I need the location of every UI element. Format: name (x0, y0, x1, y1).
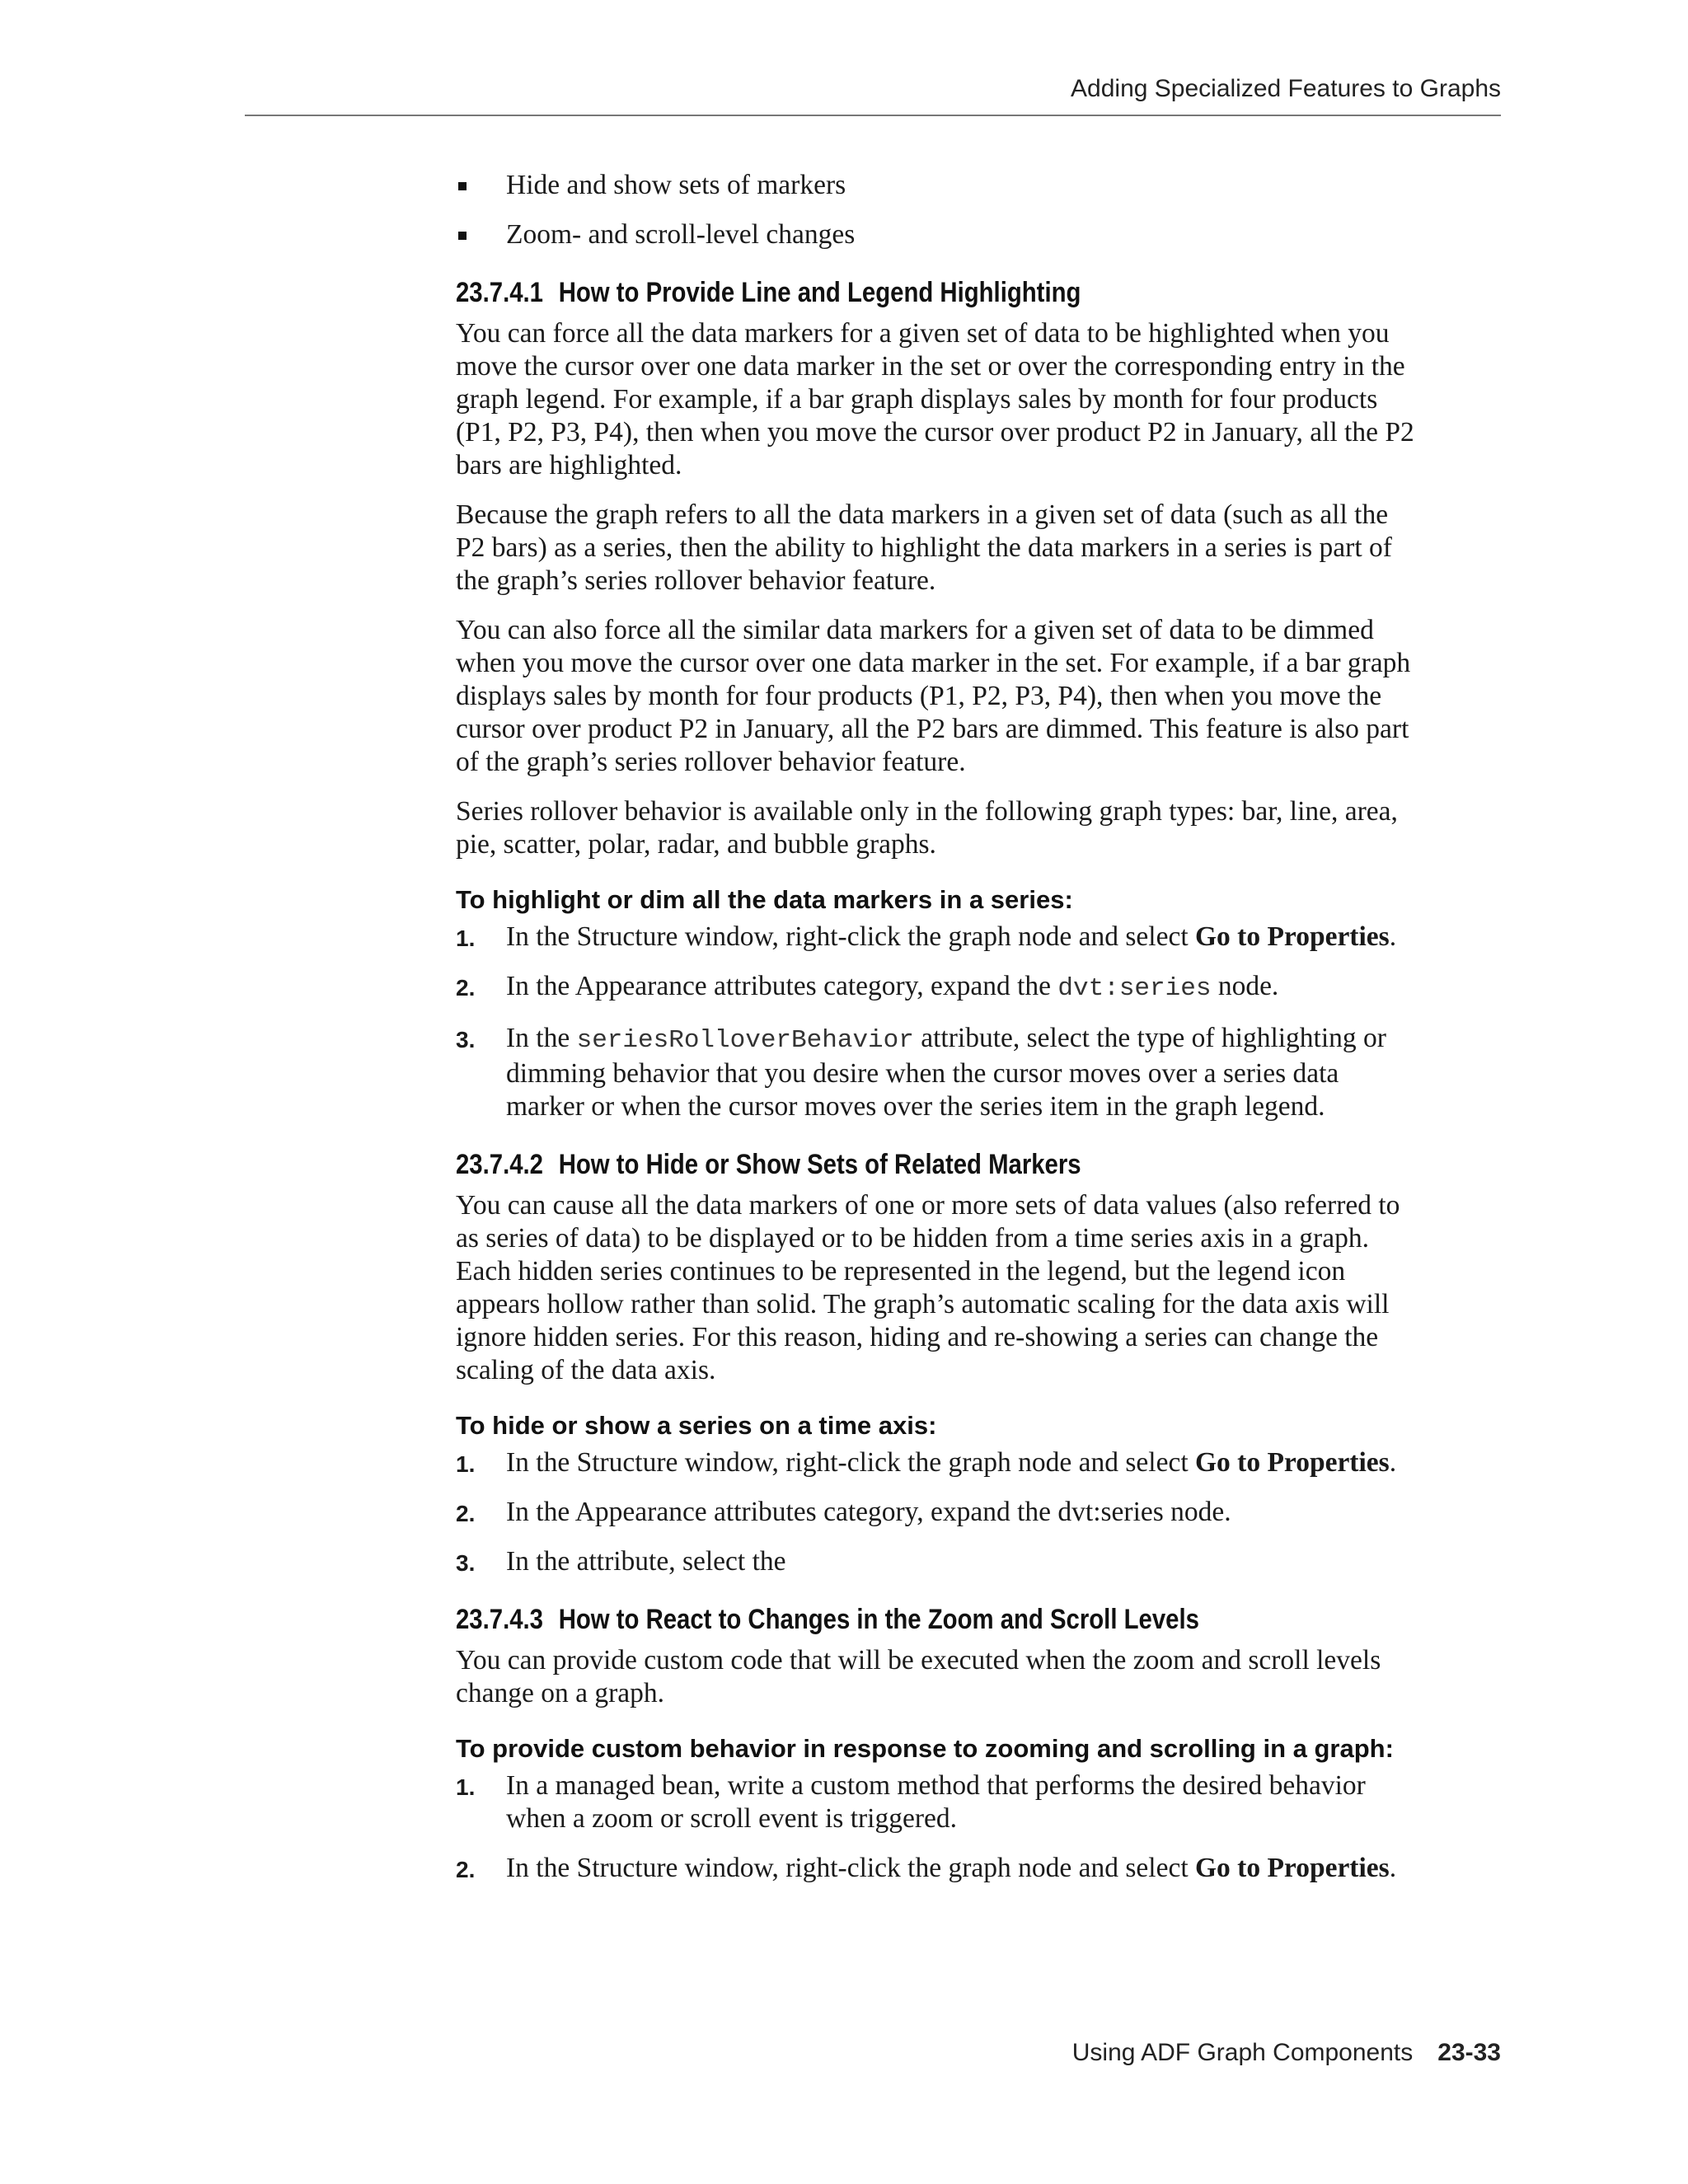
text-line: as series of data) to be displayed or to be hidden from a time series axis in a graph. (456, 1223, 1369, 1254)
step-text: when a zoom or scroll event is triggered. (506, 1803, 957, 1834)
step-text: In the attribute, select the (506, 1546, 786, 1577)
step-item (456, 1446, 1501, 1479)
step-item (456, 1496, 1501, 1529)
step-text: In the Appearance attributes category, expand the (506, 971, 1058, 1001)
text-line: displays sales by month for four products (P1, P2, P3, P4), then when you move the (456, 681, 1382, 711)
menu-command-text: Go to Properties (1195, 1853, 1390, 1883)
step-text: node. (1211, 971, 1279, 1001)
text-line: You can cause all the data markers of one or more sets of data values (also referred to (456, 1190, 1400, 1221)
page-number: 23-33 (1437, 2039, 1501, 2066)
step-number: 3. (456, 1550, 476, 1576)
step-text: In the Structure window, right-click the graph node and select (506, 1447, 1195, 1478)
step-list (456, 921, 1501, 1123)
text-line: You can also force all the similar data markers for a given set of data to be dimmed (456, 615, 1374, 645)
procedure-title: To hide or show a series on a time axis: (456, 1411, 937, 1440)
procedure-title: To provide custom behavior in response to zooming and scrolling in a graph: (456, 1734, 1394, 1763)
text-line: cursor over product P2 in January, all the P2 bars are dimmed. This feature is also part (456, 714, 1409, 744)
paragraph (456, 317, 1501, 482)
step-text: . (1389, 1853, 1397, 1883)
section-number: 23.7.4.3 (456, 1604, 543, 1635)
step-number: 3. (456, 1027, 476, 1052)
list-item (456, 218, 1501, 251)
paragraph (456, 795, 1501, 861)
step-text: . (1389, 921, 1397, 952)
text-line: You can force all the data markers for a given set of data to be highlighted when you (456, 318, 1390, 349)
text-line: Because the graph refers to all the data markers in a given set of data (such as all the (456, 499, 1389, 530)
paragraph (456, 614, 1501, 779)
section-heading (456, 276, 1344, 309)
text-line: the graph’s series rollover behavior feature. (456, 565, 936, 596)
step-text: . (1389, 1447, 1397, 1478)
section-number: 23.7.4.2 (456, 1149, 543, 1180)
section-heading (456, 1148, 1344, 1181)
step-item (456, 970, 1501, 1005)
paragraph (456, 1644, 1501, 1710)
step-text: In the (506, 1023, 577, 1053)
text-line: when you move the cursor over one data marker in the set. For example, if a bar graph (456, 648, 1411, 678)
step-text: marker or when the cursor moves over the series item in the graph legend. (506, 1091, 1325, 1122)
step-text: dimming behavior that you desire when the cursor moves over a series data (506, 1058, 1339, 1089)
procedure-title: To highlight or dim all the data markers in a series: (456, 885, 1073, 914)
step-number: 1. (456, 1774, 476, 1800)
text-line: graph legend. For example, if a bar graph displays sales by month for four products (456, 384, 1378, 415)
header-divider (245, 115, 1501, 116)
text-line: P2 bars) as a series, then the ability to highlight the data markers in a series is part of (456, 532, 1392, 563)
step-item (456, 1545, 1501, 1578)
step-number: 2. (456, 1501, 476, 1526)
text-line: appears hollow rather than solid. The graph’s automatic scaling for the data axis will (456, 1289, 1390, 1319)
section-title: How to Provide Line and Legend Highlighting (558, 277, 1081, 308)
paragraph (456, 1189, 1501, 1387)
book-title: Using ADF Graph Components (1071, 2039, 1414, 2066)
step-text: In a managed bean, write a custom method that performs the desired behavior (506, 1770, 1366, 1801)
step-number: 1. (456, 926, 476, 951)
page-content (456, 169, 1501, 1910)
step-item (456, 1852, 1501, 1885)
step-text: attribute, select the type of highlighting or (913, 1023, 1386, 1053)
step-list (456, 1446, 1501, 1578)
bullet-text: Zoom- and scroll-level changes (506, 219, 856, 250)
code-text: dvt:series (1057, 974, 1212, 1003)
text-line: move the cursor over one data marker in the set or over the corresponding entry in the (456, 351, 1405, 382)
bullet-text: Hide and show sets of markers (506, 170, 846, 200)
paragraph (456, 499, 1501, 598)
step-list (456, 1769, 1501, 1885)
text-line: ignore hidden series. For this reason, hiding and re-showing a series can change the (456, 1322, 1379, 1352)
text-line: You can provide custom code that will be executed when the zoom and scroll levels (456, 1645, 1381, 1675)
step-item (456, 1769, 1501, 1835)
menu-command-text: Go to Properties (1195, 921, 1390, 952)
text-line: change on a graph. (456, 1678, 665, 1708)
step-item (456, 1022, 1501, 1123)
code-text: seriesRolloverBehavior (576, 1026, 914, 1055)
step-number: 1. (456, 1451, 476, 1477)
step-number: 2. (456, 1857, 476, 1882)
step-text: In the Structure window, right-click the graph node and select (506, 1853, 1195, 1883)
step-item (456, 921, 1501, 954)
square-bullet-icon (458, 182, 467, 190)
running-header: Adding Specialized Features to Graphs (1071, 75, 1501, 102)
menu-command-text: Go to Properties (1195, 1447, 1390, 1478)
bullet-list (456, 169, 1501, 251)
step-number: 2. (456, 975, 476, 1001)
text-line: pie, scatter, polar, radar, and bubble graphs. (456, 829, 936, 860)
text-line: bars are highlighted. (456, 450, 682, 480)
step-text: In the Structure window, right-click the graph node and select (506, 921, 1195, 952)
section-heading (456, 1603, 1344, 1636)
step-text: In the Appearance attributes category, expand the dvt:series node. (506, 1497, 1231, 1527)
section-title: How to React to Changes in the Zoom and Scroll Levels (558, 1604, 1199, 1635)
text-line: (P1, P2, P3, P4), then when you move the cursor over product P2 in January, all the P2 (456, 417, 1414, 448)
text-line: Each hidden series continues to be represented in the legend, but the legend icon (456, 1256, 1346, 1286)
text-line: Series rollover behavior is available only in the following graph types: bar, line, area, (456, 796, 1398, 827)
list-item (456, 169, 1501, 202)
section-title: How to Hide or Show Sets of Related Markers (558, 1149, 1081, 1180)
text-line: scaling of the data axis. (456, 1355, 716, 1385)
text-line: of the graph’s series rollover behavior feature. (456, 747, 966, 777)
section-number: 23.7.4.1 (456, 277, 543, 308)
square-bullet-icon (458, 232, 467, 240)
running-footer (1072, 2038, 1501, 2068)
